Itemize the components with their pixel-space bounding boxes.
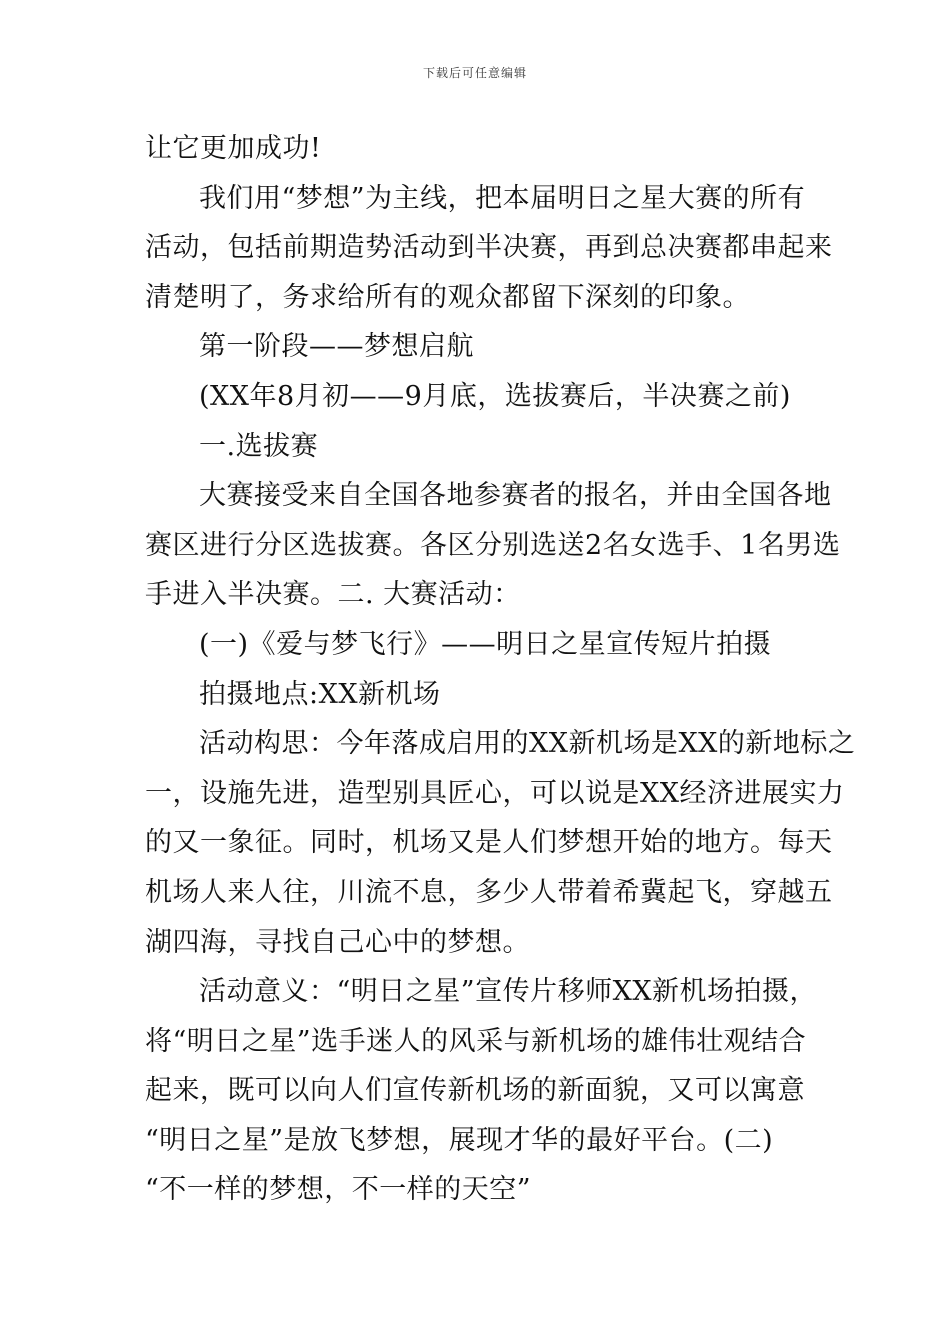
text-line: 大赛接受来自全国各地参赛者的报名，并由全国各地 — [199, 480, 832, 512]
section-heading: 一.选拔赛 — [199, 430, 319, 462]
text-line: 清楚明了，务求给所有的观众都留下深刻的印象。 — [145, 281, 750, 313]
text-line: (XX年8月初——9月底，选拔赛后，半决赛之前) — [199, 380, 791, 412]
text-line: 一，设施先进，造型别具匠心，可以说是XX经济进展实力 — [145, 777, 845, 809]
text-line: 机场人来人往，川流不息，多少人带着希冀起飞，穿越五 — [145, 876, 833, 908]
text-line: “不一样的梦想，不一样的天空” — [145, 1174, 532, 1206]
text-line: 的又一象征。同时，机场又是人们梦想开始的地方。每天 — [145, 827, 833, 859]
text-line: 让它更加成功! — [145, 133, 322, 164]
section-heading: 第一阶段——梦想启航 — [199, 331, 474, 363]
text-line: 我们用“梦想”为主线，把本届明日之星大赛的所有 — [199, 182, 806, 214]
text-line: 起来，既可以向人们宣传新机场的新面貌，又可以寓意 — [145, 1075, 805, 1107]
text-line: 湖四海，寻找自己心中的梦想。 — [145, 926, 530, 958]
text-line: 手进入半决赛。二. 大赛活动： — [145, 579, 521, 611]
section-heading: (一)《爱与梦飞行》——明日之星宣传短片拍摄 — [199, 628, 772, 660]
text-line: 赛区进行分区选拔赛。各区分别选送2名女选手、1名男选 — [145, 529, 841, 561]
text-line: 将“明日之星”选手迷人的风采与新机场的雄伟壮观结合 — [145, 1025, 807, 1057]
text-line: 活动构思：今年落成启用的XX新机场是XX的新地标之 — [199, 728, 856, 760]
text-line: “明日之星”是放飞梦想，展现才华的最好平台。(二) — [145, 1124, 774, 1156]
page-header: 下载后可任意编辑 — [422, 66, 527, 80]
document-body — [145, 124, 856, 1215]
text-line: 活动，包括前期造势活动到半决赛，再到总决赛都串起来 — [145, 232, 833, 264]
text-line: 活动意义：“明日之星”宣传片移师XX新机场拍摄， — [199, 976, 818, 1008]
text-line: 拍摄地点:XX新机场 — [199, 678, 441, 710]
